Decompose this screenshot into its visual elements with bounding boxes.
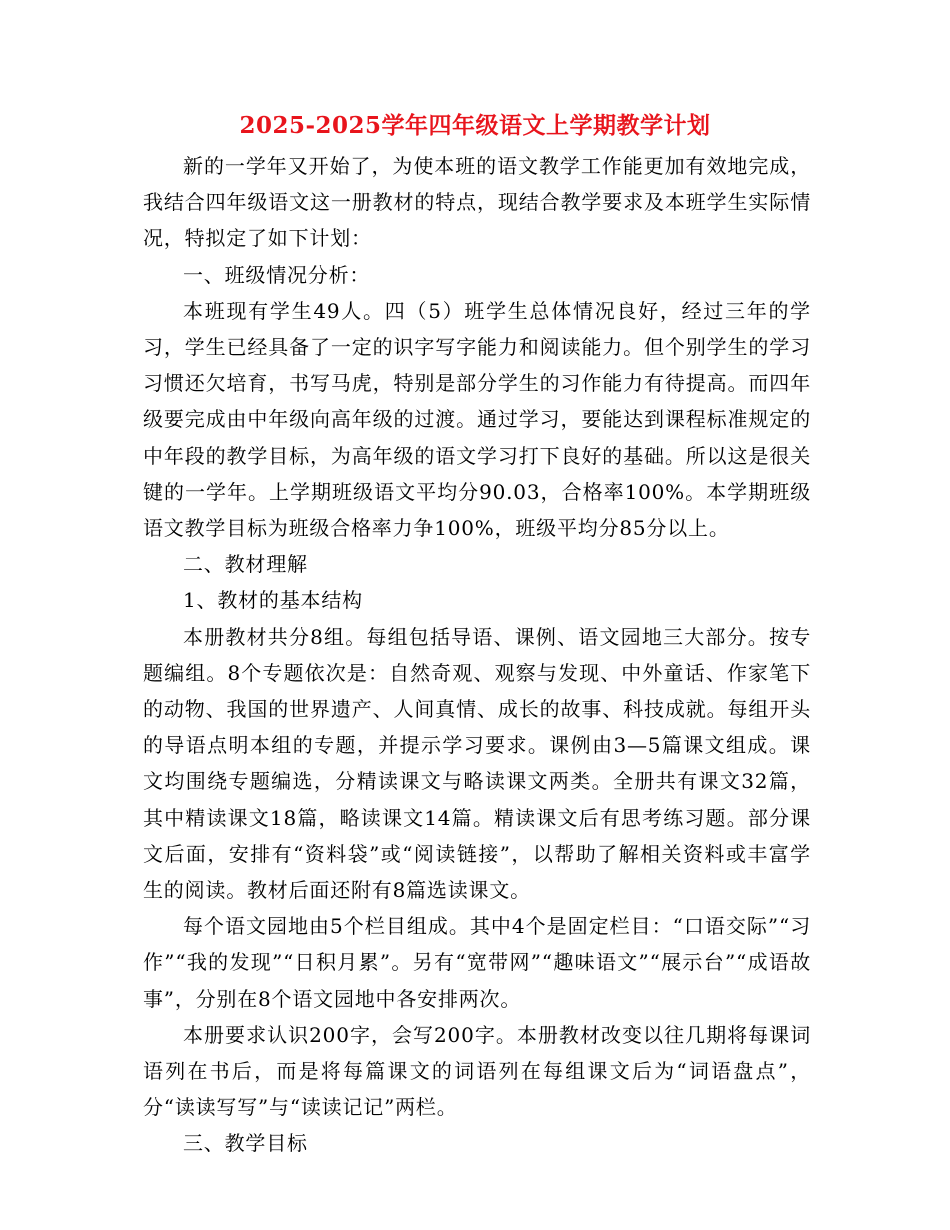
language-garden-paragraph: 每个语文园地由5个栏目组成。其中4个是固定栏目：“口语交际”“习作”“我的发现”“日积月累”。另有“宽带网”“趣味语文”“展示台”“成语故事”，分别在8个语文园地中各安排两次。 (143, 914, 811, 1011)
section-heading-class-analysis: 一、班级情况分析： (183, 262, 371, 287)
document-title: 2025-2025学年四年级语文上学期教学计划 (239, 112, 711, 139)
subheading-textbook-structure: 1、教材的基本结构 (183, 588, 363, 613)
textbook-structure-paragraph: 本册教材共分8组。每组包括导语、课例、语文园地三大部分。按专题编组。8个专题依次是：自然奇观、观察与发现、中外童话、作家笔下的动物、我国的世界遗产、人间真情、成长的故事、科技成就。每组开头的导语点明本组的专题，并提示学习要求。课例由3—5篇课文组成。课文均围绕专题编选，分精读课文与略读课文两类。全册共有课文32篇，其中精读课文18篇，略读课文14篇。精读课文后有思考练习题。部分课文后面，安排有“资料袋”或“阅读链接”，以帮助了解相关资料或丰富学生的阅读。教材后面还附有8篇选读课文。 (143, 624, 811, 903)
class-analysis-paragraph: 本班现有学生49人。四（5）班学生总体情况良好，经过三年的学习，学生已经具备了一定的识字写字能力和阅读能力。但个别学生的学习习惯还欠培育，书写马虎，特别是部分学生的习作能力有待提高。而四年级要完成由中年级向高年级的过渡。通过学习，要能达到课程标准规定的中年段的教学目标，为高年级的语文学习打下良好的基础。所以这是很关键的一学年。上学期班级语文平均分90.03，合格率100%。本学期班级语文教学目标为班级合格率力争100%，班级平均分85分以上。 (143, 298, 811, 541)
intro-paragraph: 新的一学年又开始了，为使本班的语文教学工作能更加有效地完成，我结合四年级语文这一册教材的特点，现结合教学要求及本班学生实际情况，特拟定了如下计划： (143, 154, 811, 251)
section-heading-textbook: 二、教材理解 (183, 552, 308, 577)
character-requirements-paragraph: 本册要求认识200字，会写200字。本册教材改变以往几期将每课词语列在书后，而是将每篇课文的词语列在每组课文后为“词语盘点”，分“读读写写”与“读读记记”两栏。 (143, 1022, 811, 1120)
section-heading-teaching-goals: 三、教学目标 (183, 1131, 308, 1156)
document-body (143, 148, 811, 1162)
